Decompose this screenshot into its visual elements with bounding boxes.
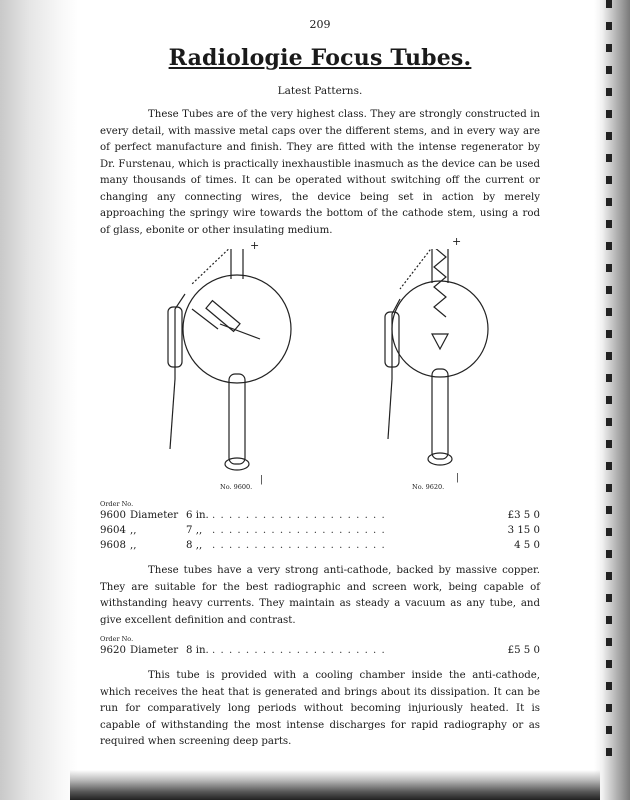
intro-paragraph: These Tubes are of the very highest class. They are strongly constructed in every detail, with massive metal caps over the different stems, and in every way are of perfect manufacture and finish. They are fitted with the intense regenerator by Dr. Furstenau, which is practically inexhaustible inasmuch as the device can be used many thousands of times. It can be operated without switching off the current or changing any connecting wires, the device being set in action by merely approaching the springy wire towards the bottom of the cathode stem, using a rod of glass, ebonite or other insulating medium.	[100, 109, 540, 236]
middle-paragraph: These tubes have a very strong anti-cathode, backed by massive copper. They are suitable for the best radiographic and screen work, being capable of withstanding heavy currents. They maintain as steady a vacuum as any tube, and give excellent definition and contrast.	[100, 565, 540, 626]
figure-9600-minus: |	[260, 475, 264, 485]
figure-label-9620: No. 9620.	[412, 483, 445, 491]
order-price: 3 15 0	[507, 525, 540, 536]
order-leader-dots: . . . . . . . . . . . . . . . . . . . . .	[212, 540, 386, 551]
order-row-9608	[100, 538, 540, 553]
tube-9620-drawing	[385, 249, 488, 465]
scan-right-edge	[594, 0, 630, 800]
figure-9620-minus: |	[456, 473, 460, 483]
order-label-2: Order No.	[100, 635, 134, 643]
order-table-2	[100, 643, 540, 658]
order-number: 9620	[100, 645, 126, 656]
order-number: 9604	[100, 525, 126, 536]
order-leader-dots: . . . . . . . . . . . . . . . . . . . . .	[212, 525, 386, 536]
figure-9600-plus: +	[250, 239, 260, 252]
order-size: 8 in.	[186, 645, 209, 656]
figure-label-9600: No. 9600.	[220, 483, 253, 491]
order-price: £5 5 0	[507, 645, 540, 656]
closing-paragraph: This tube is provided with a cooling chamber inside the anti-cathode, which receives the heat that is generated and brings about its dissipation. It can be run for comparatively long periods without becoming injuriously heated. It is capable of withstanding the most intense discharges for rapid radiography or as required when screening deep parts.	[100, 670, 540, 747]
order-leader-dots: . . . . . . . . . . . . . . . . . . . . .	[212, 510, 386, 521]
order-price: £3 5 0	[507, 510, 540, 521]
order-description: ,,	[130, 540, 137, 551]
order-description: ,,	[130, 525, 137, 536]
scan-bottom-edge	[70, 770, 600, 800]
page-number: 209	[309, 18, 331, 31]
order-table-1	[100, 508, 540, 553]
order-number: 9608	[100, 540, 126, 551]
order-price: 4 5 0	[514, 540, 540, 551]
tube-drawings	[100, 249, 540, 494]
order-description: Diameter	[130, 510, 179, 521]
page-subtitle: Latest Patterns.	[277, 85, 363, 97]
order-description: Diameter	[130, 645, 179, 656]
order-row-9600	[100, 508, 540, 523]
order-number: 9600	[100, 510, 126, 521]
order-label-1: Order No.	[100, 500, 134, 508]
tube-illustrations	[100, 235, 540, 494]
page-title: Radiologie Focus Tubes.	[168, 45, 472, 71]
scan-left-edge	[0, 0, 78, 800]
order-leader-dots: . . . . . . . . . . . . . . . . . . . . .	[212, 645, 386, 656]
tube-9600-drawing	[168, 249, 291, 470]
order-row-9604	[100, 523, 540, 538]
order-size: 6 in.	[186, 510, 209, 521]
order-row-9620	[100, 643, 540, 658]
catalog-page	[100, 18, 540, 751]
order-size: 7 ,,	[186, 525, 203, 536]
binding-spine	[606, 0, 612, 760]
figure-9620-plus: +	[452, 235, 462, 248]
order-size: 8 ,,	[186, 540, 203, 551]
